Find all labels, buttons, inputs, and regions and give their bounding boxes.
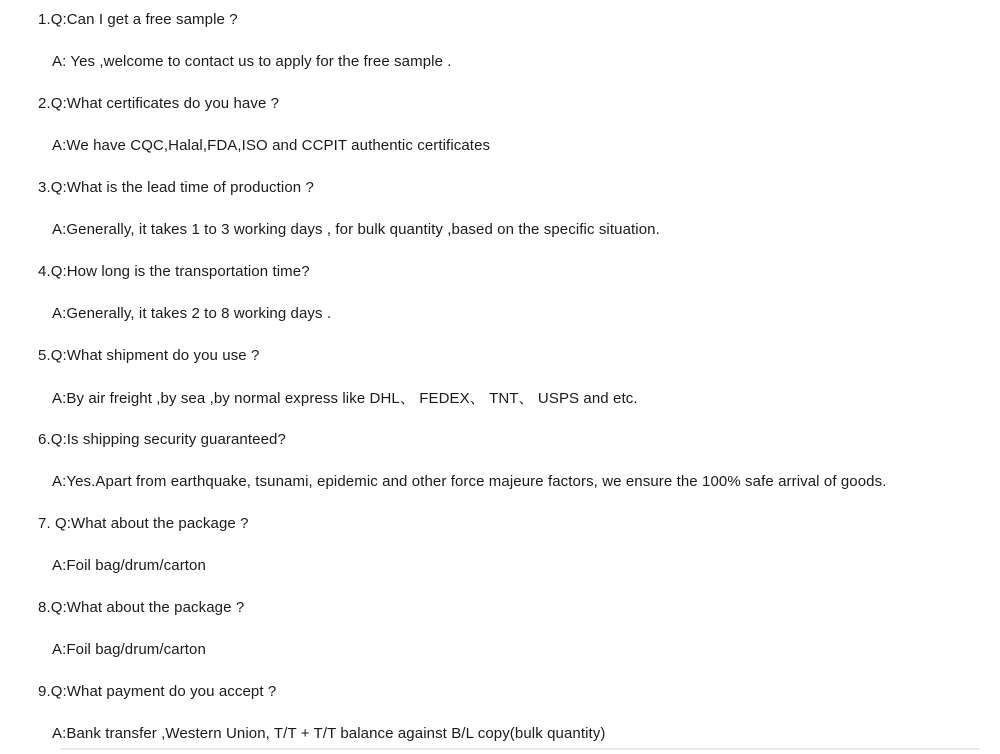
faq-answer: A:We have CQC,Halal,FDA,ISO and CCPIT authentic certificates: [52, 136, 491, 154]
faq-question: 6.Q:Is shipping security guaranteed?: [38, 430, 286, 448]
faq-question: 9.Q:What payment do you accept ?: [38, 682, 277, 700]
faq-item: [0, 250, 1000, 334]
faq-item: [0, 418, 1000, 502]
faq-question: 5.Q:What shipment do you use ?: [38, 346, 260, 364]
faq-question: 7. Q:What about the package ?: [38, 514, 249, 532]
faq-answer: A:Yes.Apart from earthquake, tsunami, epidemic and other force majeure factors, we ensure the 100% safe arrival of goods.: [52, 472, 887, 490]
faq-question: 4.Q:How long is the transportation time?: [38, 262, 310, 280]
faq-answer: A:Generally, it takes 1 to 3 working days , for bulk quantity ,based on the specific situation.: [52, 220, 660, 238]
faq-question: 1.Q:Can I get a free sample ?: [38, 10, 238, 28]
faq-item: [0, 0, 1000, 82]
faq-item: [0, 82, 1000, 166]
faq-question: 3.Q:What is the lead time of production ?: [38, 178, 314, 196]
faq-item: [0, 166, 1000, 250]
faq-item: [0, 670, 1000, 754]
faq-item: [0, 502, 1000, 586]
faq-answer: A:By air freight ,by sea ,by normal express like DHL、 FEDEX、 TNT、 USPS and etc.: [52, 389, 638, 407]
faq-answer: A:Bank transfer ,Western Union, T/T + T/T balance against B/L copy(bulk quantity): [52, 724, 606, 742]
faq-answer: A:Foil bag/drum/carton: [52, 556, 206, 574]
faq-answer: A:Generally, it takes 2 to 8 working days .: [52, 304, 332, 322]
faq-answer: A:Foil bag/drum/carton: [52, 640, 206, 658]
faq-item: [0, 586, 1000, 670]
faq-item: [0, 334, 1000, 418]
faq-answer: A: Yes ,welcome to contact us to apply for the free sample .: [52, 52, 452, 70]
faq-question: 8.Q:What about the package ?: [38, 598, 245, 616]
faq-question: 2.Q:What certificates do you have ?: [38, 94, 280, 112]
